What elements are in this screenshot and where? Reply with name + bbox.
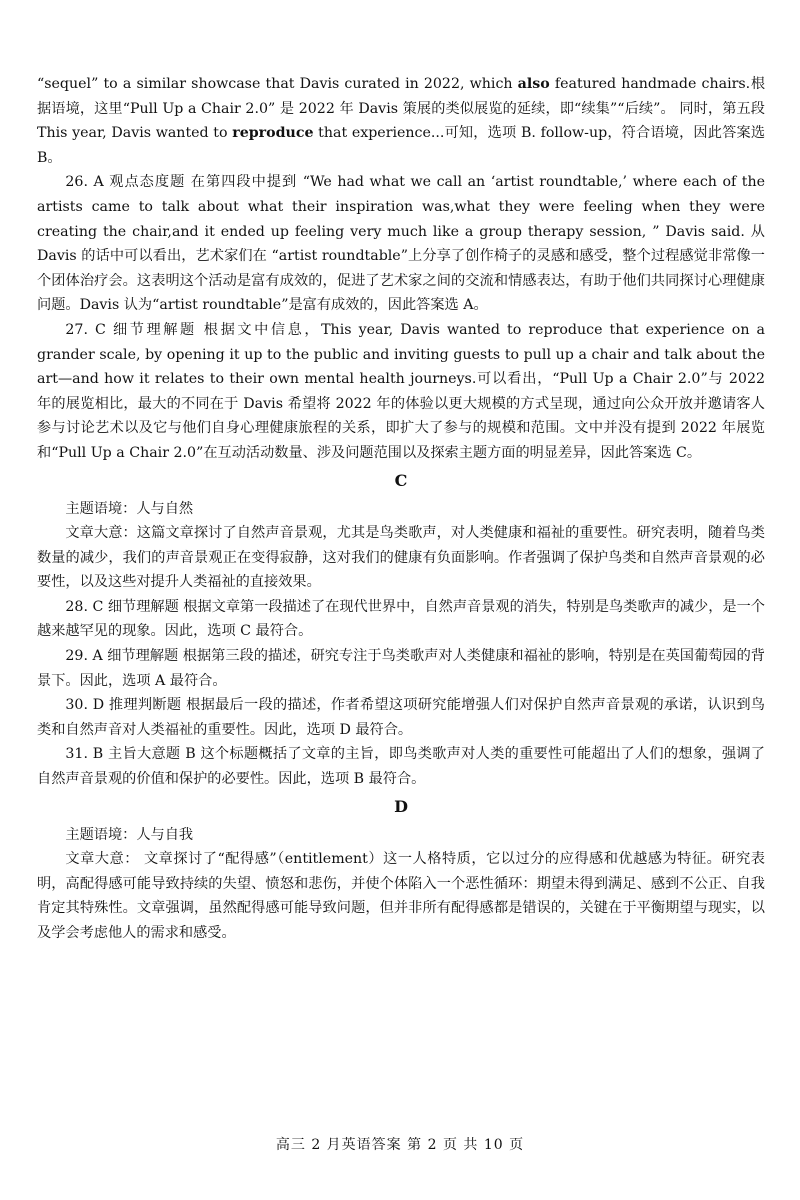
section-d-theme: 主题语境：人与自我 xyxy=(65,826,194,843)
q25-explanation-continued xyxy=(37,72,765,170)
bold-word-also: also xyxy=(517,76,550,92)
q28-explanation: 28. C 细节理解题 根据文章第一段描述了在现代世界中，自然声音景观的消失，特别是鸟类歌声的减少，是一个越来越罕见的现象。因此，选项 C 最符合。 xyxy=(37,598,765,640)
q31-explanation: 31. B 主旨大意题 B 这个标题概括了文章的主旨，即鸟类歌声对人类的重要性可能超出了人们的想象，强调了自然声音景观的价值和保护的必要性。因此，选项 B 最符合。 xyxy=(37,746,765,788)
text-run: featured handmade chairs.根据语境，这里“Pull Up a Chair 2.0” 是 2022 年 Davis 策展的类似展览的延续，即“续集”“后续”。 同时，第五段 This year, Davis wanted to xyxy=(37,76,766,142)
text-run: that experience...可知，选项 B. follow-up，符合语境，因此答案选 B。 xyxy=(37,125,766,166)
section-c-summary: 文章大意：这篇文章探讨了自然声音景观，尤其是鸟类歌声，对人类健康和福祉的重要性。研究表明，随着鸟类数量的减少，我们的声音景观正在变得寂静，这对我们的健康有负面影响。作者强调了保护鸟类和自然声音景观的必要性，以及这些对提升人类福祉的直接效果。 xyxy=(37,525,765,591)
q26-explanation: 26. A 观点态度题 在第四段中提到 “We had what we call an ‘artist roundtable,’ where each of the artists came to talk about what their inspiration was,what they were feeling when they were creating the chair,and it ended up feeling very much like a group therapy session, ” Davis said. 从 Davis 的话中可以看出，艺术家们在 “artist roundtable”上分享了创作椅子的灵感和感受，整个过程感觉非常像一个团体治疗会。这表明这个活动是富有成效的，促进了艺术家之间的交流和情感表达，有助于他们共同探讨心理健康问题。Davis 认为“artist roundtable”是富有成效的，因此答案选 A。 xyxy=(37,174,765,314)
section-d-summary: 文章大意： 文章探讨了“配得感”（entitlement）这一人格特质，它以过分的应得感和优越感为特征。研究表明，高配得感可能导致持续的失望、愤怒和悲伤，并使个体陷入一个恶性循环：期望未得到满足、感到不公正、自我肯定其特殊性。文章强调，虽然配得感可能导致问题，但并非所有配得感都是错误的，关键在于平衡期望与现实，以及学会考虑他人的需求和感受。 xyxy=(37,851,765,941)
section-heading-c: C xyxy=(394,470,408,490)
section-heading-d: D xyxy=(394,796,408,816)
text-run: “sequel” to a similar showcase that Davis curated in 2022, which xyxy=(37,76,518,92)
q27-explanation: 27. C 细节理解题 根据文中信息，This year, Davis wanted to reproduce that experience on a grander scale, by opening it up to the public and inviting guests to pull up a chair and talk about the art—and how it relates to their own mental health journeys.可以看出，“Pull Up a Chair 2.0”与 2022 年的展览相比，最大的不同在于 Davis 希望将 2022 年的体验以更大规模的方式呈现，通过向公众开放并邀请客人参与讨论艺术以及它与他们自身心理健康旅程的关系，即扩大了参与的规模和范围。文中并没有提到 2022 年展览和“Pull Up a Chair 2.0”在互动活动数量、涉及问题范围以及探索主题方面的明显差异，因此答案选 C。 xyxy=(37,321,765,461)
q30-explanation: 30. D 推理判断题 根据最后一段的描述，作者希望这项研究能增强人们对保护自然声音景观的承诺，认识到鸟类和自然声音对人类福祉的重要性。因此，选项 D 最符合。 xyxy=(37,697,765,738)
section-c-theme: 主题语境：人与自然 xyxy=(65,500,194,517)
bold-word-reproduce: reproduce xyxy=(232,125,314,142)
answer-page xyxy=(37,72,765,946)
q29-explanation: 29. A 细节理解题 根据第三段的描述，研究专注于鸟类歌声对人类健康和福祉的影响，特别是在英国葡萄园的背景下。因此，选项 A 最符合。 xyxy=(37,648,765,689)
page-footer: 高三 2 月英语答案 第 2 页 共 10 页 xyxy=(275,1137,525,1153)
